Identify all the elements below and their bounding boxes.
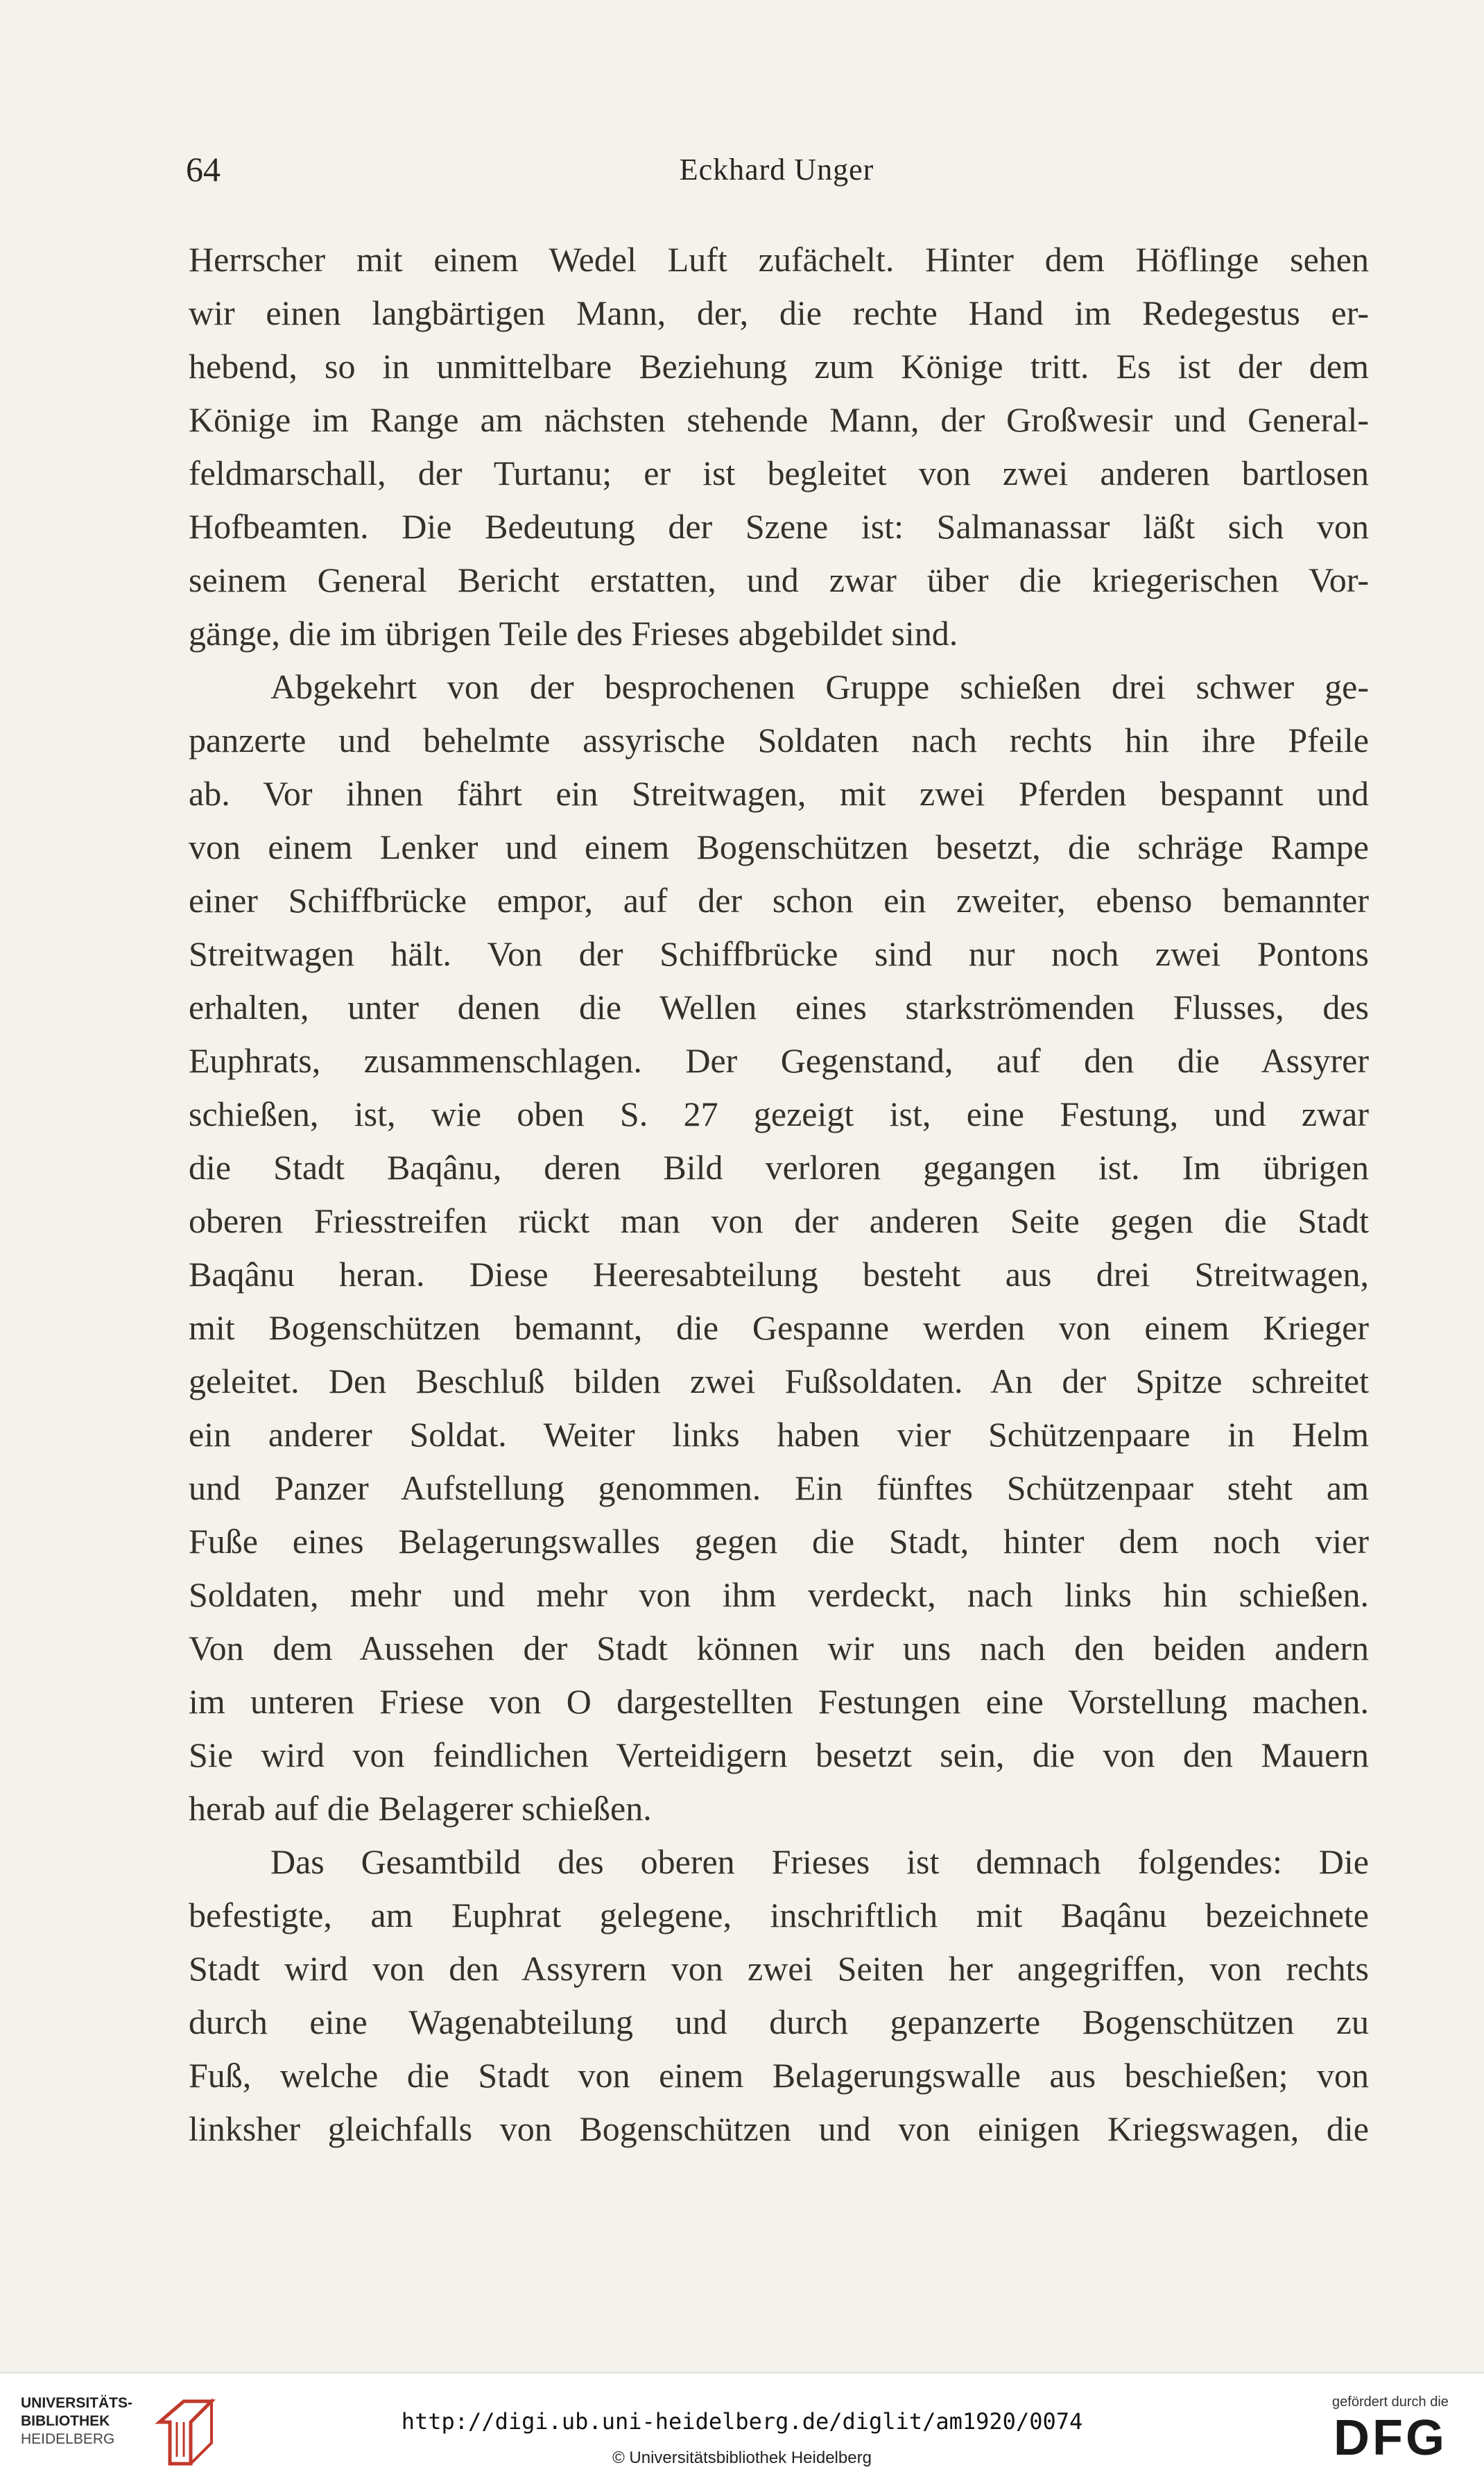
text-line: geleitet. Den Beschluß bilden zwei Fußsoldaten. An der Spitze schreitet	[189, 1362, 1369, 1400]
text-line: Herrscher mit einem Wedel Luft zufächelt. Hinter dem Höflinge sehen	[189, 240, 1369, 279]
text-line: schießen, ist, wie oben S. 27 gezeigt ist, eine Festung, und zwar	[189, 1095, 1369, 1133]
text-line: wir einen langbärtigen Mann, der, die rechte Hand im Redegestus er-	[189, 293, 1369, 332]
text-line: herab auf die Belagerer schießen.	[189, 1789, 652, 1828]
running-head	[186, 149, 1367, 198]
text-line: Von dem Aussehen der Stadt können wir uns nach den beiden andern	[189, 1629, 1369, 1667]
text-line: Euphrats, zusammenschlagen. Der Gegenstand, auf den die Assyrer	[189, 1041, 1369, 1080]
text-line: Sie wird von feindlichen Verteidigern besetzt sein, die von den Mauern	[189, 1735, 1369, 1774]
text-line: linksher gleichfalls von Bogenschützen und von einigen Kriegswagen, die	[189, 2109, 1369, 2148]
text-line: Baqânu heran. Diese Heeresabteilung besteht aus drei Streitwagen,	[189, 1255, 1369, 1294]
text-line: Abgekehrt von der besprochenen Gruppe schießen drei schwer ge-	[270, 667, 1369, 706]
library-name-line: BIBLIOTHEK	[21, 2413, 110, 2429]
text-line: befestigte, am Euphrat gelegene, inschriftlich mit Baqânu bezeichnete	[189, 1896, 1369, 1934]
text-line: Hofbeamten. Die Bedeutung der Szene ist: Salmanassar läßt sich von	[189, 507, 1369, 546]
body-text	[189, 233, 1369, 2156]
text-line: durch eine Wagenabteilung und durch gepanzerte Bogenschützen zu	[189, 2002, 1369, 2041]
text-line: hebend, so in unmittelbare Beziehung zum Könige tritt. Es ist der dem	[189, 347, 1369, 386]
text-line: die Stadt Baqânu, deren Bild verloren gegangen ist. Im übrigen	[189, 1148, 1369, 1187]
text-line: Fuß, welche die Stadt von einem Belagerungswalle aus beschießen; von	[189, 2056, 1369, 2095]
text-line: feldmarschall, der Turtanu; er ist begleitet von zwei anderen bartlosen	[189, 454, 1369, 492]
permalink-url[interactable]: http://digi.ub.uni-heidelberg.de/diglit/am1920/0074	[401, 2408, 1083, 2435]
text-line: Stadt wird von den Assyrern von zwei Seiten her angegriffen, von rechts	[189, 1949, 1369, 1988]
text-line: ab. Vor ihnen fährt ein Streitwagen, mit zwei Pferden bespannt und	[189, 774, 1369, 813]
text-line: ein anderer Soldat. Weiter links haben vier Schützenpaare in Helm	[189, 1415, 1369, 1454]
text-line: panzerte und behelmte assyrische Soldaten nach rechts hin ihre Pfeile	[189, 721, 1369, 760]
text-line: seinem General Bericht erstatten, und zwar über die kriegerischen Vor-	[189, 560, 1369, 599]
text-line: Streitwagen hält. Von der Schiffbrücke sind nur noch zwei Pontons	[189, 934, 1369, 973]
text-line: oberen Friesstreifen rückt man von der anderen Seite gegen die Stadt	[189, 1201, 1369, 1240]
text-line: einer Schiffbrücke empor, auf der schon ein zweiter, ebenso bemannter	[189, 881, 1369, 920]
text-line: und Panzer Aufstellung genommen. Ein fünftes Schützenpaar steht am	[189, 1468, 1369, 1507]
funder-label: gefördert durch die	[1332, 2394, 1449, 2410]
text-line: von einem Lenker und einem Bogenschützen besetzt, die schräge Rampe	[189, 827, 1369, 866]
text-line: Soldaten, mehr und mehr von ihm verdeckt, nach links hin schießen.	[189, 1575, 1369, 1614]
library-name-line: UNIVERSITÄTS-	[21, 2395, 133, 2411]
text-line: gänge, die im übrigen Teile des Frieses abgebildet sind.	[189, 614, 958, 653]
text-line: Könige im Range am nächsten stehende Mann, der Großwesir und General-	[189, 400, 1369, 439]
footer-bar	[0, 2372, 1484, 2488]
library-name-line: HEIDELBERG	[21, 2431, 115, 2447]
text-line: erhalten, unter denen die Wellen eines starkströmenden Flusses, des	[189, 988, 1369, 1027]
text-line: mit Bogenschützen bemannt, die Gespanne werden von einem Krieger	[189, 1308, 1369, 1347]
dfg-logo: DFG	[1334, 2410, 1447, 2466]
text-line: Fuße eines Belagerungswalles gegen die Stadt, hinter dem noch vier	[189, 1522, 1369, 1561]
copyright-notice: © Universitätsbibliothek Heidelberg	[612, 2448, 872, 2467]
funder-logo[interactable]	[1318, 2394, 1463, 2466]
text-line: im unteren Friese von O dargestellten Festungen eine Vorstellung machen.	[189, 1682, 1369, 1721]
text-line: Das Gesamtbild des oberen Frieses ist demnach folgendes: Die	[270, 1842, 1369, 1881]
page-number: 64	[186, 150, 221, 189]
running-head-author: Eckhard Unger	[679, 153, 874, 187]
